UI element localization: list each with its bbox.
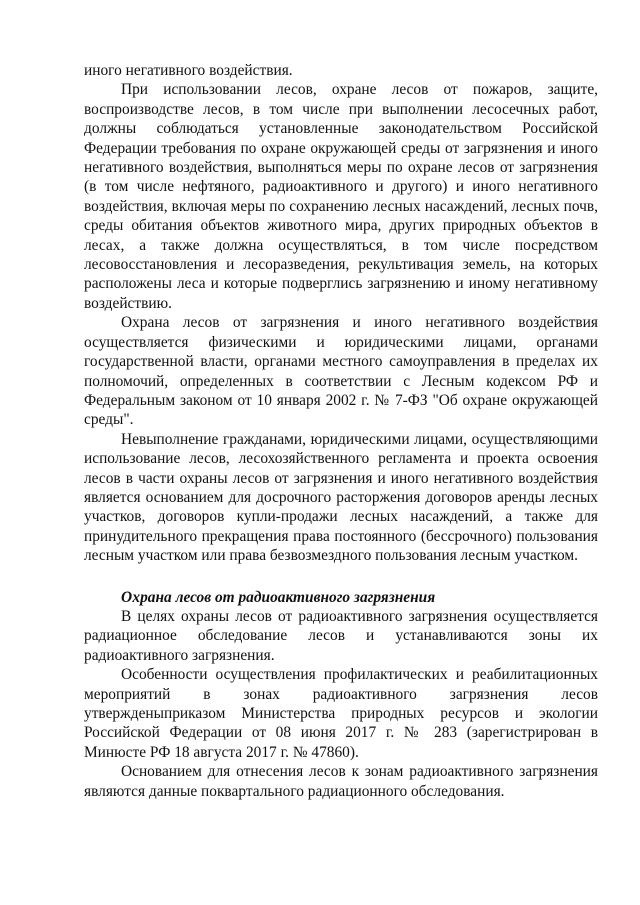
paragraph-continuation: иного негативного воздействия.	[84, 62, 293, 79]
paragraph-non-compliance: Невыполнение гражданами, юридическими лицами, осуществляющими использование лесов, лесохозяйственного регламента и проекта освоения лесов в части охраны лесов от загрязнения и иного негативного воздействия является основанием для досрочного расторжения договоров аренды лесных участков, договоров купли-продажи лесных насаждений, а также для принудительного прекращения права постоянного (бессрочного) пользования лесным участком или права безвозмездного пользования лесным участком.	[84, 430, 598, 565]
paragraph-rehabilitation-measures: Особенности осуществления профилактических и реабилитационных мероприятий в зонах радиоактивного загрязнения лесов утвержденыприказом Министерства природных ресурсов и экологии Российской Федерации от 08 июня 2017 г. № 283 (зарегистрирован в Минюсте РФ 18 августа 2017 г. № 47860).	[84, 666, 598, 761]
paragraph-forest-protection-parties: Охрана лесов от загрязнения и иного негативного воздействия осуществляется физическими и юридическими лицами, органами государственной власти, органами местного самоуправления в пределах их полномочий, определенных в соответствии с Лесным кодексом РФ и Федеральным законом от 10 января 2002 г. № 7-ФЗ "Об охране окружающей среды".	[84, 314, 598, 429]
paragraph-zone-basis: Основанием для отнесения лесов к зонам радиоактивного загрязнения являются данные поквартального радиационного обследования.	[84, 763, 598, 800]
paragraph-radiation-survey: В целях охраны лесов от радиоактивного загрязнения осуществляется радиационное обследование лесов и устанавливаются зоны их радиоактивного загрязнения.	[84, 607, 598, 664]
document-page	[84, 61, 598, 801]
section-heading: Охрана лесов от радиоактивного загрязнения	[121, 588, 436, 606]
paragraph-forest-use-requirements: При использовании лесов, охране лесов от пожаров, защите, воспроизводстве лесов, в том числе при выполнении лесосечных работ, должны соблюдаться установленные законодательством Российской Федерации требования по охране окружающей среды от загрязнения и иного негативного воздействия, выполняться меры по охране лесов от загрязнения (в том числе нефтяного, радиоактивного и другого) и иного негативного воздействия, включая меры по сохранению лесных насаждений, лесных почв, среды обитания объектов животного мира, других природных объектов в лесах, а также должна осуществляться, в том числе посредством лесовосстановления и лесоразведения, рекультивация земель, на которых расположены леса и которые подверглись загрязнению и иному негативному воздействию.	[84, 81, 598, 312]
